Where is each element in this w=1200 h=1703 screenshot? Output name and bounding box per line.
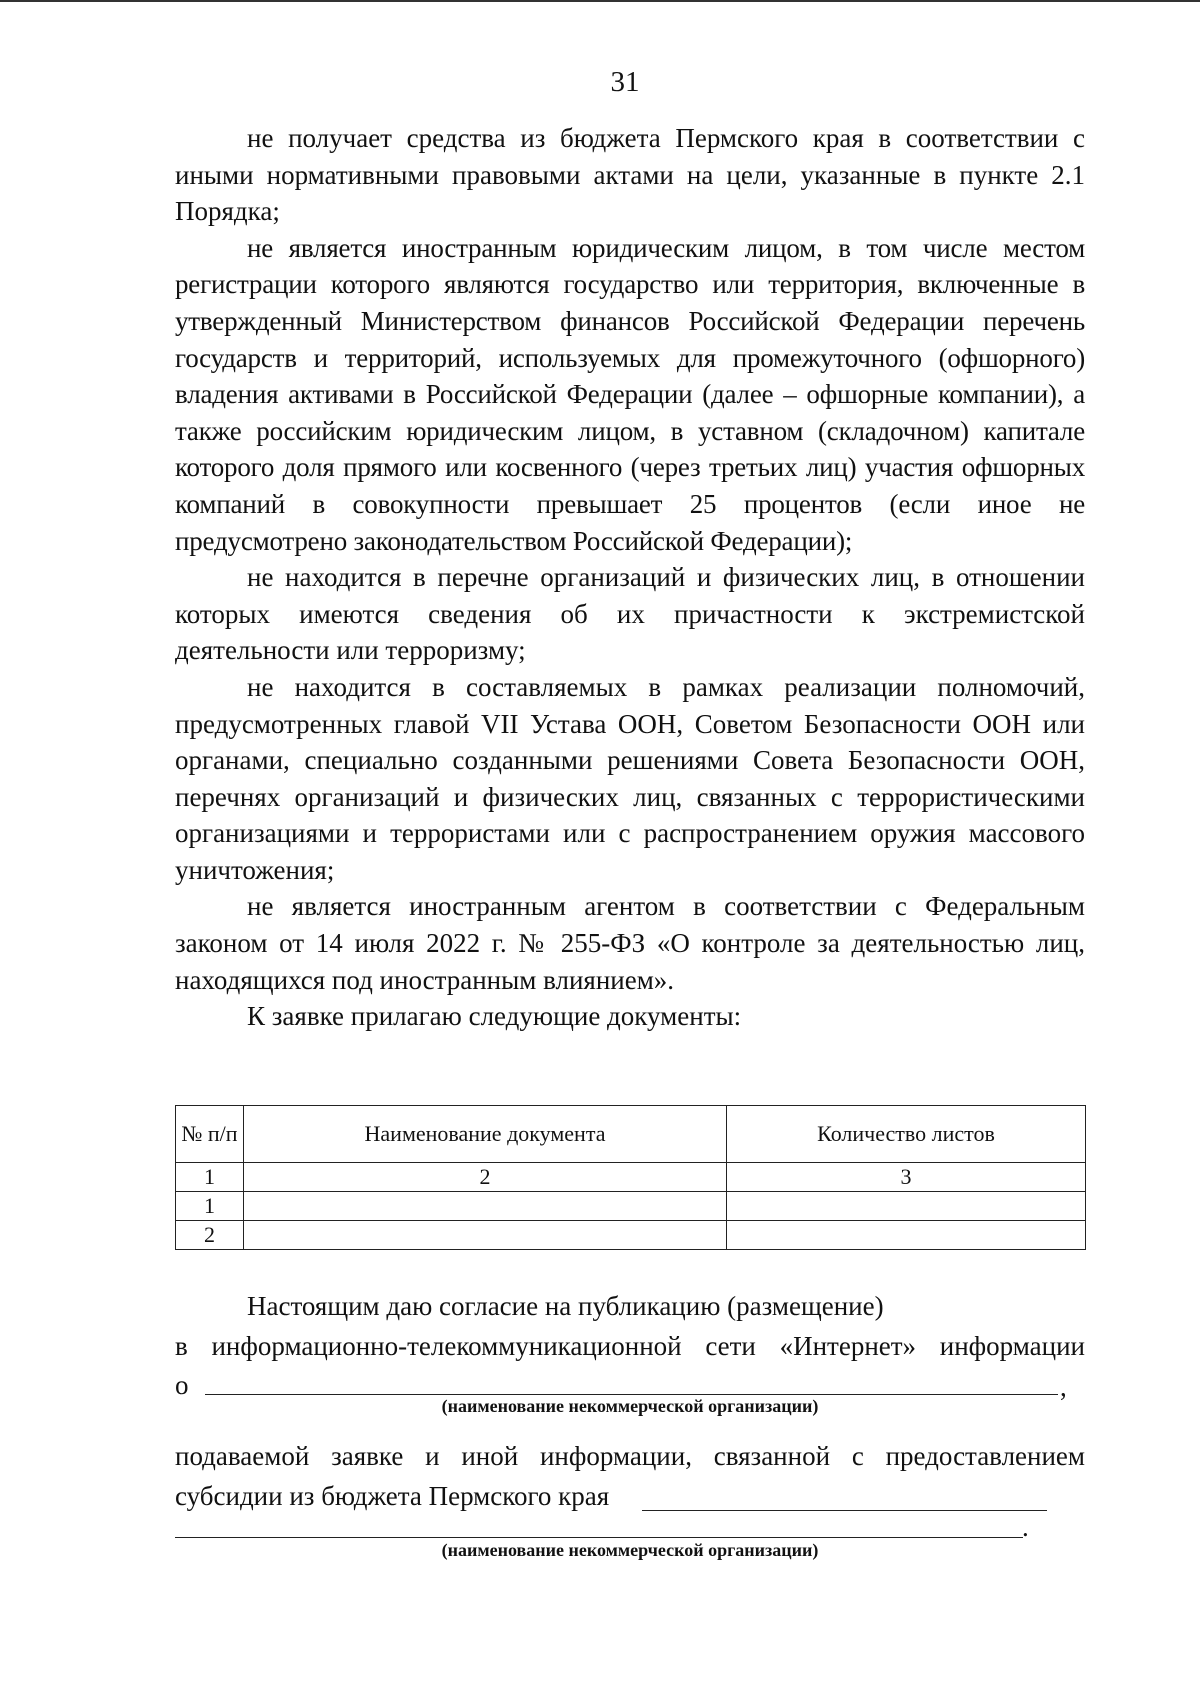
paragraph-extremism: не находится в перечне организаций и физических лиц, в отношении которых имеются сведения об их причастности к экстремистской деятельности или терроризму; (175, 562, 1085, 666)
paragraph-budget: не получает средства из бюджета Пермского края в соответствии с иными нормативными правовыми актами на цели, указанные в пункте 2.1 Порядка; (175, 123, 1085, 227)
blank-underline (205, 1394, 1058, 1395)
table-cell (244, 1192, 727, 1221)
header-document-name: Наименование документа (244, 1106, 727, 1163)
preposition-o: о (175, 1370, 189, 1400)
continuation-line-2 (175, 1476, 1085, 1516)
table-cell: 2 (176, 1221, 244, 1250)
paragraph-foreign-agent: не является иностранным агентом в соответствии с Федеральным законом от 14 июля 2022 г. № 255-ФЗ «О контроле за деятельностью лиц, находящихся под иностранным влиянием». (175, 891, 1085, 995)
header-number: № п/п (176, 1106, 244, 1163)
table-row (176, 1221, 1086, 1250)
table-cell: 1 (176, 1192, 244, 1221)
blank-underline (642, 1510, 1047, 1511)
table-cell (244, 1221, 727, 1250)
table-cell (727, 1221, 1086, 1250)
page-edge (0, 0, 1200, 2)
paragraph-offshore: не является иностранным юридическим лицом, в том числе местом регистрации которого являются государство или территория, включенные в утвержденный Министерством финансов Российской Федерации перечень государств и территорий, используемых для промежуточного (офшорного) владения активами в Российской Федерации (далее – офшорные компании), а также российским юридическим лицом, в уставном (складочном) капитале которого доля прямого или косвенного (через третьих лиц) участия офшорных компаний в совокупности превышает 25 процентов (если иное не предусмотрено законодательством Российской Федерации); (175, 232, 1085, 556)
body-text (175, 120, 1085, 1035)
page-number: 31 (610, 66, 640, 98)
table-cell: 1 (176, 1163, 244, 1192)
consent-line-1: Настоящим даю согласие на публикацию (размещение) (247, 1291, 884, 1321)
table-cell (727, 1192, 1086, 1221)
caption-organization-name-2: (наименование некоммерческой организации) (441, 1540, 819, 1560)
consent-line-2: в информационно-телекоммуникационной сети «Интернет» информации (175, 1331, 1085, 1361)
paragraph-un-sanctions: не находится в составляемых в рамках реализации полномочий, предусмотренных главой VII Устава ООН, Советом Безопасности ООН или органами, специально созданными решениями Совета Безопасности ООН, перечнях организаций и физических лиц, связанных с террористическими организациями и террористами или с распространением оружия массового уничтожения; (175, 671, 1085, 885)
documents-table (175, 1105, 1086, 1250)
table-number-row (176, 1163, 1086, 1192)
continuation-text: субсидии из бюджета Пермского края (175, 1481, 610, 1511)
attachments-intro: К заявке прилагаю следующие документы: (247, 1001, 742, 1032)
continuation-line-1: подаваемой заявке и иной информации, связанной с предоставлением (175, 1441, 1085, 1471)
consent-block (175, 1286, 1085, 1366)
table-header-row (176, 1106, 1086, 1163)
comma: , (1060, 1372, 1067, 1402)
end-dot: . (1022, 1512, 1029, 1542)
consent-continuation (175, 1436, 1085, 1516)
caption-organization-name: (наименование некоммерческой организации) (441, 1396, 819, 1416)
header-sheet-count: Количество листов (727, 1106, 1086, 1163)
table-cell: 3 (727, 1163, 1086, 1192)
blank-underline (175, 1537, 1023, 1538)
table-cell: 2 (244, 1163, 727, 1192)
table-row (176, 1192, 1086, 1221)
